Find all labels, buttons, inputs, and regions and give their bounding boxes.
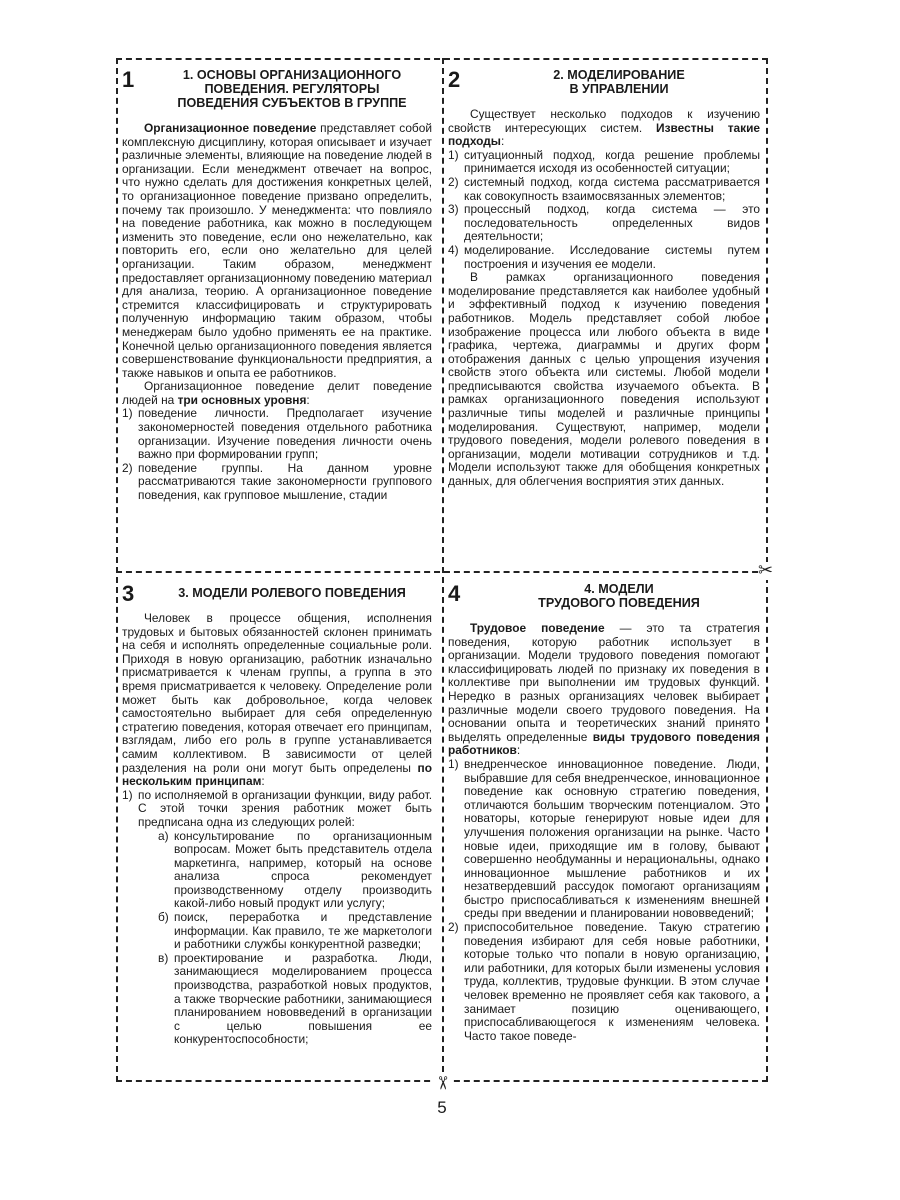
list-item xyxy=(448,244,760,271)
paragraph-text: — это та стратегия поведения, которую работник использует в организации. Модели трудового поведения помогают классифицировать людей по признаку их поведения в коллективе при выполнении им трудовых функций. Нередко в разных организациях человек выбирает различные модели своего трудового поведения. На основании опыта и теоретических знаний принято выделять определенные xyxy=(448,621,760,744)
scissors-icon: ✂ xyxy=(758,560,774,581)
vertical-cut-line xyxy=(442,58,444,1082)
term: Организационное поведение xyxy=(144,121,317,135)
card-title: 2. МОДЕЛИРОВАНИЕ В УПРАВЛЕНИИ xyxy=(553,68,685,96)
punctuation: : xyxy=(261,774,265,789)
list-marker: в) xyxy=(158,950,169,965)
card-number: 3 xyxy=(122,582,135,606)
principles-list xyxy=(122,789,432,1047)
term: Известны такие подходы xyxy=(448,120,760,149)
approaches-list xyxy=(448,149,760,271)
paragraph-text: Человек в процессе общения, исполнения трудовых и бытовых обязанностей склонен принимать на себя и исполнять определенные социальные роли. Приходя в новую организацию, работник изначально присматривается к членам группы, а группа в это время присматривается к человеку. Определение роли может быть как добровольное, когда человек самостоятельно выбирает для себя определенную стратегию поведения, которая отвечает его принципам, взглядам, либо его роль в группе устанавливается самим коллективом. В зависимости от целей разделения на роли они могут быть определены xyxy=(122,611,432,775)
list-marker: 1) xyxy=(448,147,459,162)
punctuation: : xyxy=(306,392,310,407)
list-text: поведение группы. На данном уровне рассматриваются такие закономерности группового поведения, как групповое мышление, стадии xyxy=(138,460,432,503)
list-marker: б) xyxy=(158,910,169,925)
card-1 xyxy=(122,68,432,564)
list-text: по исполняемой в организации функции, виду работ. С этой точки зрения работник может быть предписана одна из следующих ролей: xyxy=(138,787,432,829)
horizontal-cut-line xyxy=(116,571,768,573)
list-text: консультирование по организационным вопросам. Может быть представитель отдела маркетинга, например, который на основе анализа спроса рекомендует производственному отделу производить какой-либо новый продукт или услугу; xyxy=(174,828,432,911)
list-marker: 1) xyxy=(122,787,133,802)
list-subitem xyxy=(122,830,432,912)
list-marker: 1) xyxy=(448,756,459,771)
list-subitem xyxy=(122,952,432,1047)
card-4 xyxy=(448,582,760,1074)
list-marker: 2) xyxy=(122,460,133,475)
list-item xyxy=(448,149,760,176)
card-number: 4 xyxy=(448,582,461,606)
list-marker: 4) xyxy=(448,242,459,257)
list-text: поиск, переработка и представление информации. Как правило, те же маркетологи и работники службы конкурентной разведки; xyxy=(174,910,432,952)
card-number: 1 xyxy=(122,68,135,92)
paragraph-text: Организационное поведение делит поведение людей на xyxy=(122,379,432,407)
paragraph: В рамках организационного поведения моделирование представляется как наиболее удобный и эффективный подход к изучению поведения работников. Модель представляет собой любое изображение процесса или любого объекта в виде графика, чертежа, диаграммы и других форм отображения данных с целью упрощения изучения свойств этого объекта или системы. Любой модели предписываются свойства изучаемого объекта. В рамках организационного поведения используют различные типы моделей и различные принципы моделирования. Существуют, например, модели трудового поведения, модели ролевого поведения в организации, модели мотивации сотрудников и т.д. Модели используют также для обобщения конкретных данных, для облегчения восприятия этих данных. xyxy=(448,270,760,489)
card-title: 1. ОСНОВЫ ОРГАНИЗАЦИОННОГО ПОВЕДЕНИЯ. РЕГУЛЯТОРЫ ПОВЕДЕНИЯ СУБЪЕКТОВ В ГРУППЕ xyxy=(177,68,407,110)
levels-list xyxy=(122,407,432,502)
card-title: 4. МОДЕЛИ ТРУДОВОГО ПОВЕДЕНИЯ xyxy=(538,582,700,610)
punctuation: : xyxy=(516,743,521,758)
term: Трудовое поведение xyxy=(470,621,605,635)
card-number: 2 xyxy=(448,68,461,92)
card-3 xyxy=(122,582,432,1074)
list-item xyxy=(448,176,760,203)
list-marker: 1) xyxy=(122,406,133,421)
card-body xyxy=(122,612,432,1047)
list-item xyxy=(448,921,760,1043)
punctuation: : xyxy=(500,134,505,149)
list-text: внедренческое инновационное поведение. Люди, выбравшие для себя внедренческое, инновационное поведение как основную стратегию поведения, отличаются большим творческим потенциалом. Это новаторы, которые генерируют новые идеи для улучшения положения организации на рынке. Часто новые идеи, приходящие им в голову, бывают совершенно необдуманны и нерациональны, однако инновационное мышление работников и их незатвердевший рассудок помогают организациям быстро приспосабливаться к изменениям внешней среды при введении и планировании нововведений; xyxy=(464,756,760,921)
list-item xyxy=(448,758,760,921)
list-text: поведение личности. Предполагает изучение закономерностей поведения отдельного работника организации. Изучение поведения личности очень важно при формировании групп; xyxy=(138,406,432,462)
list-text: системный подход, когда система рассматривается как совокупность взаимосвязанных элементов; xyxy=(464,174,760,203)
card-body xyxy=(122,122,432,503)
term: по нескольким принципам xyxy=(122,760,432,789)
list-text: проектирование и разработка. Люди, занимающиеся моделированием процесса производства, разработкой новых продуктов, а также творческие работники, занимающиеся планированием нововведений в организации с целью повышения ее конкурентоспособности; xyxy=(174,950,432,1047)
list-marker: 2) xyxy=(448,920,459,935)
list-marker: 2) xyxy=(448,174,459,189)
list-item xyxy=(122,789,432,830)
list-item xyxy=(122,407,432,461)
list-item xyxy=(122,462,432,503)
term: виды трудового поведения работников xyxy=(448,729,760,758)
card-2 xyxy=(448,68,760,564)
page-number: 5 xyxy=(437,1098,447,1117)
list-item xyxy=(448,203,760,244)
card-title: 3. МОДЕЛИ РОЛЕВОГО ПОВЕДЕНИЯ xyxy=(178,586,406,600)
list-text: приспособительное поведение. Такую стратегию поведения избирают для себя новые работники, которые только что попали в новую организацию, или работники, для которых были изменены условия труда, коллектив, трудовые функции. В этом случае человек временно не проявляет себя как такового, а занимает позицию оценивающего, приспосабливающегося к изменениям человека. Часто такое поведе- xyxy=(464,920,760,1043)
scissors-icon: ✂ xyxy=(431,1075,453,1091)
list-marker: 3) xyxy=(448,202,459,217)
list-text: процессный подход, когда система — это последовательность определенных видов деятельности; xyxy=(464,202,760,244)
paragraph-text: Существует несколько подходов к изучению свойств интересующих систем. xyxy=(448,107,760,135)
list-subitem xyxy=(122,911,432,952)
list-text: ситуационный подход, когда решение проблемы принимается исходя из особенностей ситуации; xyxy=(464,147,760,176)
term: три основных уровня xyxy=(177,392,307,407)
paragraph-text: представляет собой комплексную дисциплину, которая описывает и изучает различные элементы, влияющие на поведение людей в организации. Если менеджмент отвечает на вопрос, что нужно сделать для достижения конкретных целей, то организационное поведение призвано определить, почему так произошло. У менеджмента: что повлияло на поведение работника, как можно в последующем изменить это поведение, если оно нежелательно, как повторить его, если оно желательно для целей организации. Таким образом, менеджмент предоставляет организационному поведению материал для анализа, теорию. А организационное поведение стремится классифицировать и структурировать полученную информацию таким образом, чтобы менеджерам было удобно применять ее на практике. Конечной целью организационного поведения является совершенствование функциональности предприятия, а также навыков и опыта ее работников. xyxy=(122,121,432,380)
behavior-types-list xyxy=(448,758,760,1043)
card-body xyxy=(448,108,760,489)
list-marker: а) xyxy=(158,828,169,843)
card-body xyxy=(448,622,760,1043)
list-text: моделирование. Исследование системы путем построения и изучения ее модели. xyxy=(464,242,760,271)
